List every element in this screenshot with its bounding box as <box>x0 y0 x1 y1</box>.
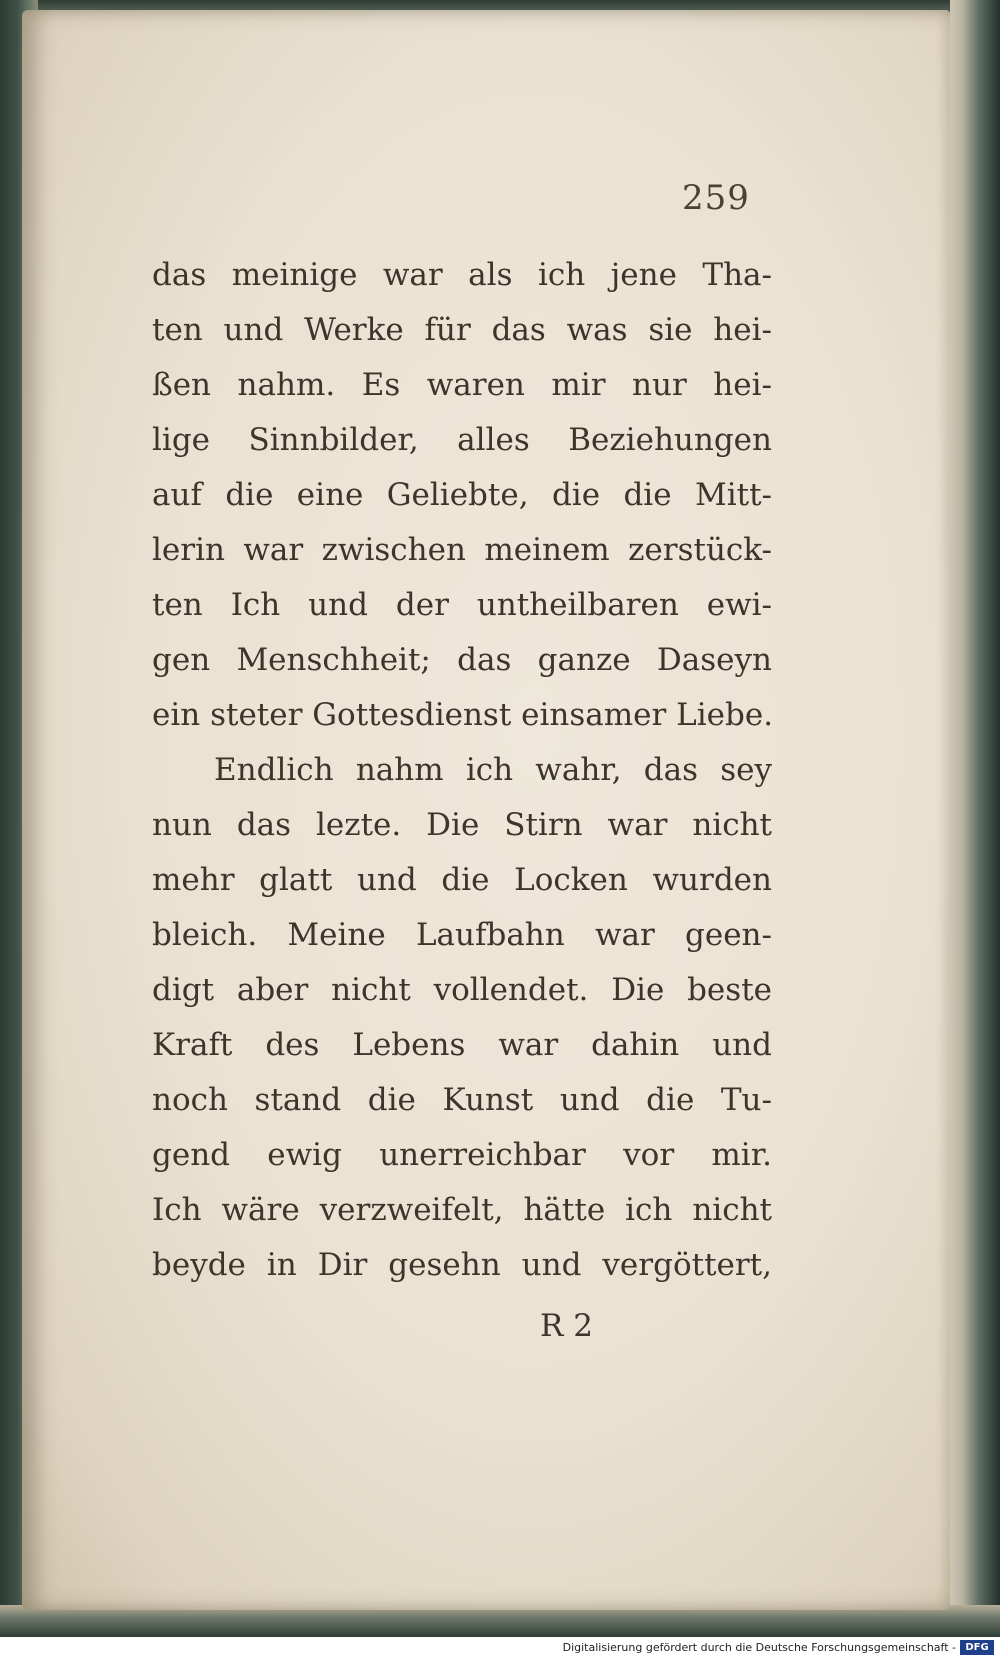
text-line: digt aber nicht vollendet. Die beste <box>152 972 772 1008</box>
text-line: nun das lezte. Die Stirn war nicht <box>152 807 772 843</box>
text-line: lerin war zwischen meinem zerstück- <box>152 532 772 568</box>
text-line: ßen nahm. Es waren mir nur hei- <box>152 367 772 403</box>
text-line-paragraph-end: ein steter Gottesdienst einsamer Liebe. <box>152 697 774 733</box>
text-line: gen Menschheit; das ganze Daseyn <box>152 642 772 678</box>
text-line: mehr glatt und die Locken wurden <box>152 862 772 898</box>
signature-mark: R 2 <box>540 1308 593 1344</box>
footer-strip <box>0 1637 1000 1659</box>
book-page <box>22 10 950 1610</box>
text-line: Ich wäre verzweifelt, hätte ich nicht <box>152 1192 772 1228</box>
body-text <box>152 248 772 1293</box>
text-line: ten Ich und der untheilbaren ewi- <box>152 587 772 623</box>
footer-credit: Digitalisierung gefördert durch die Deutsche Forschungsgemeinschaft - <box>562 1641 956 1654</box>
text-line: das meinige war als ich jene Tha- <box>152 257 772 293</box>
text-line: auf die eine Geliebte, die die Mitt- <box>152 477 772 513</box>
book-board-right <box>950 0 1000 1659</box>
text-line: lige Sinnbilder, alles Beziehungen <box>152 422 772 458</box>
dfg-logo: DFG <box>960 1640 994 1655</box>
text-line: beyde in Dir gesehn und vergöttert, <box>152 1247 772 1283</box>
text-line-paragraph-start: Endlich nahm ich wahr, das sey <box>214 752 772 788</box>
text-line: bleich. Meine Laufbahn war geen- <box>152 917 772 953</box>
text-line: gend ewig unerreichbar vor mir. <box>152 1137 772 1173</box>
text-line: ten und Werke für das was sie hei- <box>152 312 772 348</box>
text-line: Kraft des Lebens war dahin und <box>152 1027 772 1063</box>
text-line: noch stand die Kunst und die Tu- <box>152 1082 772 1118</box>
page-number: 259 <box>682 178 750 218</box>
